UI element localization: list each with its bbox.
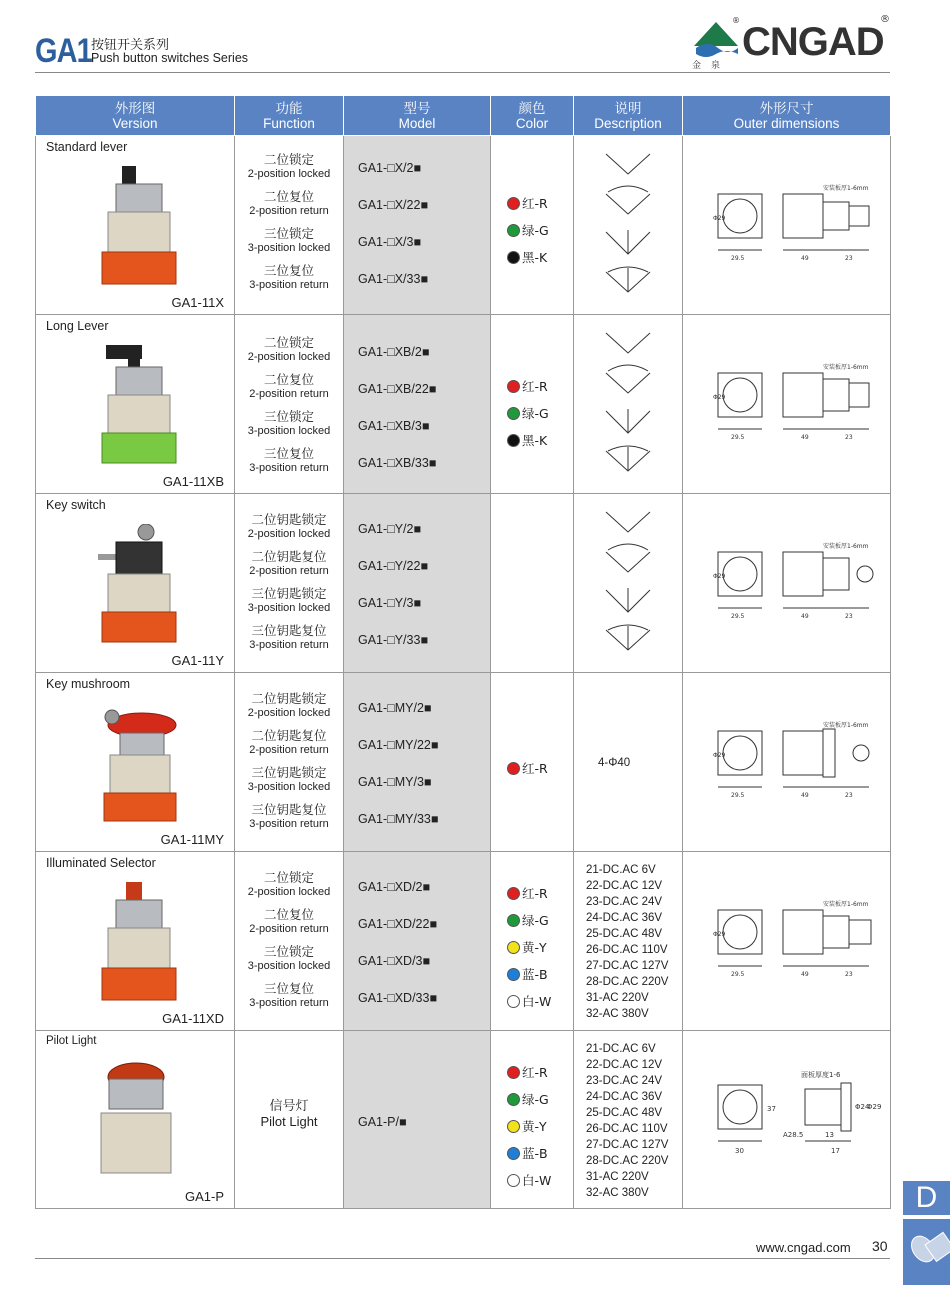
description-cell <box>574 136 683 315</box>
svg-text:Φ29: Φ29 <box>713 215 726 222</box>
svg-text:29.5: 29.5 <box>731 613 745 620</box>
switch-position-diagram-icon <box>602 329 654 479</box>
svg-text:安装板厚1-6mm: 安装板厚1-6mm <box>823 543 869 550</box>
model-cell: GA1-□MY/2■ GA1-□MY/22■ GA1-□MY/3■ GA1-□MY/33■ <box>344 673 491 852</box>
function-cell: 二位锁定 2-position locked 二位复位 2-position return 三位锁定 3-position locked 三位复位 3-position return <box>235 315 344 494</box>
svg-text:49: 49 <box>801 255 809 262</box>
svg-text:安装板厚1-6mm: 安装板厚1-6mm <box>823 364 869 371</box>
section-tab: D <box>903 1181 950 1215</box>
dimensions-cell <box>683 852 891 1031</box>
pilot-light-photo <box>88 1061 184 1185</box>
version-cell: Pilot Light GA1-P <box>36 1031 235 1209</box>
model-cell: GA1-□XD/2■ GA1-□XD/22■ GA1-□XD/3■ GA1-□XD/33■ <box>344 852 491 1031</box>
version-cell: Key mushroom GA1-11MY <box>36 673 235 852</box>
color-cell: 红-R 绿-G 黑-K <box>491 136 574 315</box>
series-title-en: Push button switches Series <box>91 51 249 65</box>
blue-dot-icon <box>507 1147 520 1160</box>
dimensions-cell <box>683 494 891 673</box>
svg-text:37: 37 <box>767 1105 776 1113</box>
color-cell: 红-R 绿-G 黑-K <box>491 315 574 494</box>
red-dot-icon <box>507 887 520 900</box>
dimensions-cell <box>683 1031 891 1209</box>
green-dot-icon <box>507 224 520 237</box>
green-dot-icon <box>507 914 520 927</box>
function-cell: 二位钥匙锁定 2-position locked 二位钥匙复位 2-position return 三位钥匙锁定 3-position locked 三位钥匙复位 3-position return <box>235 673 344 852</box>
svg-text:29.5: 29.5 <box>731 255 745 262</box>
logo-mark-icon <box>692 20 740 60</box>
svg-text:Φ29: Φ29 <box>713 752 726 759</box>
red-dot-icon <box>507 197 520 210</box>
header-function: 功能 Function <box>235 96 344 136</box>
switch-position-diagram-icon <box>602 508 654 658</box>
description-cell <box>574 315 683 494</box>
function-cell: 二位锁定 2-position locked 二位复位 2-position return 三位锁定 3-position locked 三位复位 3-position return <box>235 852 344 1031</box>
svg-text:23: 23 <box>845 971 853 978</box>
version-cell: Illuminated Selector GA1-11XD <box>36 852 235 1031</box>
model-cell: GA1-□Y/2■ GA1-□Y/22■ GA1-□Y/3■ GA1-□Y/33■ <box>344 494 491 673</box>
description-cell: 4-Φ40 <box>574 673 683 852</box>
dimensions-cell <box>683 315 891 494</box>
svg-text:23: 23 <box>845 792 853 799</box>
model-cell: GA1-□XB/2■ GA1-□XB/22■ GA1-□XB/3■ GA1-□XB/33■ <box>344 315 491 494</box>
description-cell: 21-DC.AC 6V 22-DC.AC 12V 23-DC.AC 24V 24-DC.AC 36V 25-DC.AC 48V 26-DC.AC 110V 27-DC.AC 127V 28-DC.AC 220V 31-AC 220V 32-AC 380V <box>574 852 683 1031</box>
blue-dot-icon <box>507 968 520 981</box>
header-model: 型号 Model <box>344 96 491 136</box>
version-cell: Long Lever GA1-11XB <box>36 315 235 494</box>
description-cell <box>574 494 683 673</box>
table-row <box>36 315 891 494</box>
outer-dimensions-drawing <box>713 363 883 443</box>
table-row <box>36 494 891 673</box>
footer-url: www.cngad.com <box>756 1240 851 1255</box>
svg-text:49: 49 <box>801 792 809 799</box>
svg-text:面板厚度1-6: 面板厚度1-6 <box>801 1071 841 1079</box>
function-cell: 二位锁定 2-position locked 二位复位 2-position return 三位锁定 3-position locked 三位复位 3-position return <box>235 136 344 315</box>
svg-text:A28.5: A28.5 <box>783 1131 804 1139</box>
version-cell: Standard lever GA1-11X <box>36 136 235 315</box>
red-dot-icon <box>507 762 520 775</box>
svg-text:49: 49 <box>801 613 809 620</box>
footer-divider <box>35 1258 890 1259</box>
outer-dimensions-drawing <box>713 184 883 264</box>
version-cell: Key switch GA1-11Y <box>36 494 235 673</box>
svg-text:23: 23 <box>845 255 853 262</box>
table-row <box>36 673 891 852</box>
header-version: 外形图 Version <box>36 96 235 136</box>
svg-text:Φ29: Φ29 <box>713 573 726 580</box>
series-title-cn: 按钮开关系列 <box>91 38 170 53</box>
header-dimensions: 外形尺寸 Outer dimensions <box>683 96 891 136</box>
outer-dimensions-drawing <box>713 900 883 980</box>
table-header-row <box>36 96 891 136</box>
color-cell: 红-R 绿-G 黄-Y 蓝-B 白-W <box>491 1031 574 1209</box>
outer-dimensions-drawing <box>713 1069 883 1159</box>
header-color: 颜色 Color <box>491 96 574 136</box>
color-cell: 红-R <box>491 673 574 852</box>
logo-cn-text: 金泉 <box>692 61 731 71</box>
model-cell: GA1-P/■ <box>344 1031 491 1209</box>
red-dot-icon <box>507 1066 520 1079</box>
key-mushroom-photo <box>98 703 180 827</box>
svg-text:49: 49 <box>801 434 809 441</box>
color-cell <box>491 494 574 673</box>
svg-text:安装板厚1-6mm: 安装板厚1-6mm <box>823 185 869 192</box>
switch-position-diagram-icon <box>602 150 654 300</box>
green-dot-icon <box>507 1093 520 1106</box>
svg-text:49: 49 <box>801 971 809 978</box>
svg-text:Φ29: Φ29 <box>713 394 726 401</box>
key-switch-photo <box>98 524 180 648</box>
svg-text:Φ29: Φ29 <box>867 1103 882 1111</box>
white-dot-icon <box>507 1174 520 1187</box>
table-row <box>36 136 891 315</box>
svg-text:23: 23 <box>845 613 853 620</box>
product-table <box>35 95 891 1209</box>
dimensions-cell <box>683 673 891 852</box>
function-cell: 信号灯 Pilot Light <box>235 1031 344 1209</box>
svg-text:Φ29: Φ29 <box>713 931 726 938</box>
svg-text:Φ24: Φ24 <box>855 1103 870 1111</box>
svg-text:29.5: 29.5 <box>731 434 745 441</box>
svg-text:17: 17 <box>831 1147 840 1155</box>
yellow-dot-icon <box>507 941 520 954</box>
table-row <box>36 1031 891 1209</box>
page-number: 30 <box>872 1238 888 1254</box>
svg-text:29.5: 29.5 <box>731 792 745 799</box>
page-header <box>35 14 890 73</box>
logo-text: CNGAD <box>742 20 884 64</box>
white-dot-icon <box>507 995 520 1008</box>
long-lever-photo <box>98 345 180 469</box>
svg-text:安装板厚1-6mm: 安装板厚1-6mm <box>823 901 869 908</box>
function-cell: 二位钥匙锁定 2-position locked 二位钥匙复位 2-position return 三位钥匙锁定 3-position locked 三位钥匙复位 3-position return <box>235 494 344 673</box>
illuminated-selector-photo <box>98 882 180 1006</box>
outer-dimensions-drawing <box>713 542 883 622</box>
black-dot-icon <box>507 434 520 447</box>
table-row <box>36 852 891 1031</box>
green-dot-icon <box>507 407 520 420</box>
dimensions-cell <box>683 136 891 315</box>
header-description: 说明 Description <box>574 96 683 136</box>
color-cell: 红-R 绿-G 黄-Y 蓝-B 白-W <box>491 852 574 1031</box>
svg-text:13: 13 <box>825 1131 834 1139</box>
yellow-dot-icon <box>507 1120 520 1133</box>
red-dot-icon <box>507 380 520 393</box>
svg-text:30: 30 <box>735 1147 744 1155</box>
svg-text:23: 23 <box>845 434 853 441</box>
svg-text:29.5: 29.5 <box>731 971 745 978</box>
switch-image-icon <box>903 1219 950 1285</box>
company-logo: ® CNGAD ® 金泉 <box>692 14 890 71</box>
description-cell: 21-DC.AC 6V 22-DC.AC 12V 23-DC.AC 24V 24-DC.AC 36V 25-DC.AC 48V 26-DC.AC 110V 27-DC.AC 127V 28-DC.AC 220V 31-AC 220V 32-AC 380V <box>574 1031 683 1209</box>
brand-title: GA1 <box>35 32 92 70</box>
model-cell: GA1-□X/2■ GA1-□X/22■ GA1-□X/3■ GA1-□X/33■ <box>344 136 491 315</box>
section-tab-image <box>903 1219 950 1285</box>
outer-dimensions-drawing <box>713 721 883 801</box>
svg-text:安装板厚1-6mm: 安装板厚1-6mm <box>823 722 869 729</box>
black-dot-icon <box>507 251 520 264</box>
standard-lever-photo <box>98 166 180 290</box>
